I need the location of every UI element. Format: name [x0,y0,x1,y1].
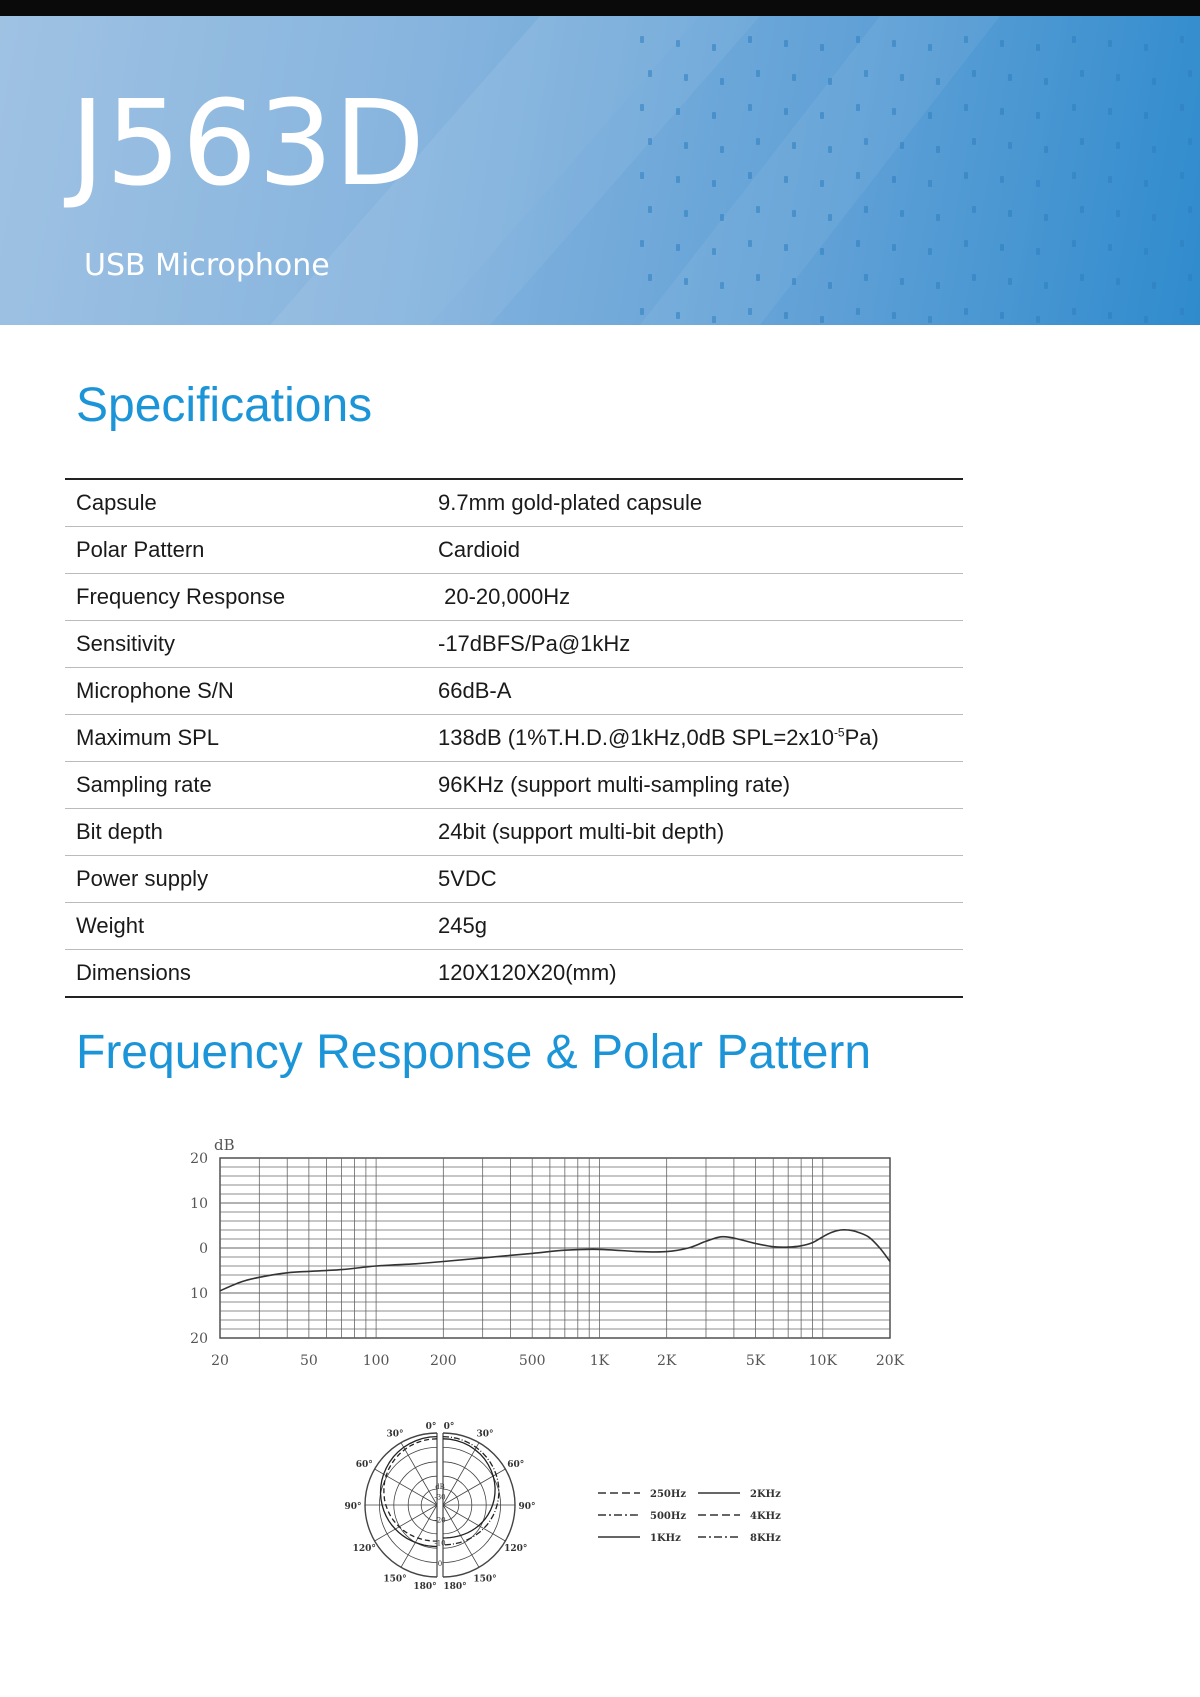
spec-value-exponent: -5 [833,725,845,740]
polar-angle-label: 180° [413,1582,437,1592]
table-row [65,903,963,950]
polar-angle-label: 0° [443,1422,455,1432]
x-tick-label: 10K [808,1353,837,1369]
spec-label: Capsule [65,479,427,527]
specifications-table [65,478,963,998]
spec-label: Power supply [65,856,427,903]
x-tick-label: 5K [745,1353,766,1369]
spec-label: Frequency Response [65,574,427,621]
table-row [65,479,963,527]
x-tick-label: 20 [211,1353,229,1369]
frequency-response-chart [185,1125,905,1370]
polar-angle-label: 150° [473,1574,497,1585]
legend-label: 1KHz [650,1533,681,1544]
spec-value: 245g [427,903,963,950]
spec-value: 24bit (support multi-bit depth) [427,809,963,856]
table-row [65,574,963,621]
spec-label: Weight [65,903,427,950]
polar-spoke [401,1505,437,1567]
spec-value-text: 138dB (1%T.H.D.@1kHz,0dB SPL=2x10 [438,725,834,750]
polar-angle-label: 90° [518,1502,536,1512]
polar-angle-label: 60° [355,1460,373,1470]
polar-angle-label: 120° [504,1544,528,1554]
polar-angle-label: 0° [425,1422,437,1432]
polar-spoke [443,1443,479,1505]
table-row [65,762,963,809]
table-row [65,715,963,762]
spec-value: 5VDC [427,856,963,903]
polar-angle-label: 60° [507,1460,525,1470]
polar-spoke [443,1505,505,1541]
x-tick-label: 500 [518,1353,546,1369]
polar-angle-label: 30° [386,1429,404,1440]
top-bar [0,0,1200,16]
spec-value: 20-20,000Hz [427,574,963,621]
table-row [65,527,963,574]
y-tick-label: 0 [199,1241,208,1257]
legend-label: 8KHz [750,1533,781,1544]
table-row [65,668,963,715]
y-tick-label: 20 [190,1151,208,1167]
legend-label: 2KHz [750,1489,781,1500]
polar-angle-label: 120° [352,1544,376,1554]
legend-label: 500Hz [650,1511,687,1522]
spec-label: Maximum SPL [65,715,427,762]
table-row [65,950,963,998]
polar-radial-label: dB [435,1483,445,1491]
x-tick-label: 100 [362,1353,390,1369]
model-name: J563D [70,74,426,212]
spec-value: Cardioid [427,527,963,574]
spec-label: Sampling rate [65,762,427,809]
y-tick-label: 10 [190,1196,208,1212]
y-tick-label: 10 [190,1286,208,1302]
polar-radial-label: -20 [434,1516,446,1525]
x-tick-label: 2K [656,1353,677,1369]
polar-pattern-chart [330,1420,550,1605]
x-tick-label: 200 [429,1353,457,1369]
polar-radial-label: 0 [437,1560,443,1569]
table-row [65,621,963,668]
frequency-section-title: Frequency Response & Polar Pattern [76,1026,872,1079]
spec-value: 9.7mm gold-plated capsule [427,479,963,527]
y-tick-label: 20 [190,1331,208,1347]
spec-value: 120X120X20(mm) [438,960,617,985]
y-axis-label: dB [214,1136,235,1154]
polar-radial-label: -10 [434,1539,446,1548]
polar-spoke [401,1443,437,1505]
table-row [65,856,963,903]
table-row [65,809,963,856]
spec-label: Dimensions [76,960,191,985]
spec-label: Bit depth [65,809,427,856]
spec-value: -17dBFS/Pa@1kHz [427,621,963,668]
polar-angle-label: 90° [344,1502,362,1512]
product-subtitle: USB Microphone [84,248,330,283]
spec-value-unit: Pa) [844,725,879,750]
x-tick-label: 50 [299,1353,318,1369]
polar-legend [598,1485,798,1545]
spec-value: 66dB-A [427,668,963,715]
spec-value: 96KHz (support multi-sampling rate) [427,762,963,809]
spec-label: Polar Pattern [65,527,427,574]
polar-radial-label: -30 [434,1493,446,1502]
header-banner [0,16,1200,325]
polar-angle-label: 30° [476,1429,494,1440]
legend-label: 250Hz [650,1489,687,1500]
spec-label: Sensitivity [65,621,427,668]
specifications-title: Specifications [76,379,373,432]
x-tick-label: 1K [589,1353,610,1369]
legend-label: 4KHz [750,1511,781,1522]
spec-label: Microphone S/N [65,668,427,715]
spec-value [427,715,963,762]
polar-angle-label: 180° [443,1582,467,1592]
polar-angle-label: 150° [383,1574,407,1585]
x-tick-label: 20K [875,1353,905,1369]
